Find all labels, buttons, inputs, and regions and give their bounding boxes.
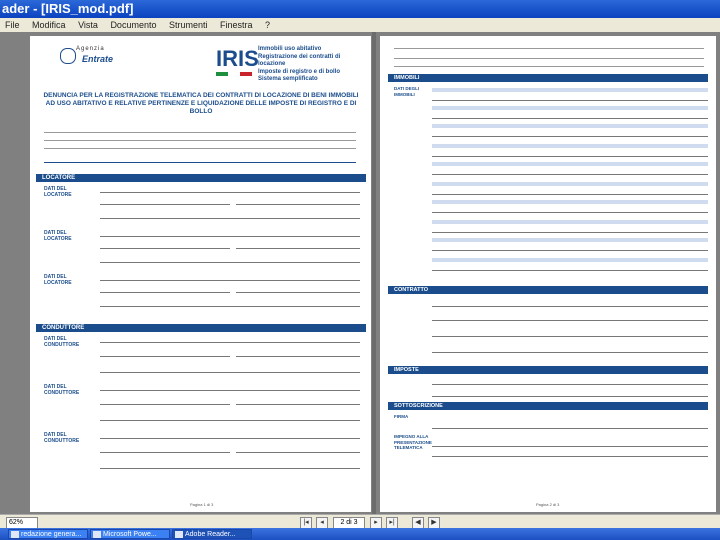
form-field[interactable] bbox=[236, 352, 360, 357]
group-conduttore-2: DATI DEL CONDUTTORE bbox=[44, 384, 80, 396]
form-field[interactable] bbox=[432, 96, 708, 101]
back-icon[interactable]: ◀ bbox=[412, 517, 424, 529]
taskbar-item-3[interactable]: Adobe Reader... bbox=[172, 529, 252, 539]
table-band bbox=[432, 144, 708, 148]
page-indicator[interactable]: 2 di 3 bbox=[333, 517, 365, 529]
section-conduttore: CONDUTTORE bbox=[36, 324, 366, 332]
form-field[interactable] bbox=[100, 244, 230, 249]
table-band bbox=[432, 106, 708, 110]
app-icon bbox=[11, 531, 19, 539]
app-icon bbox=[93, 531, 101, 539]
iris-description: Immobili uso abitativo Registrazione dei contratti di locazione Imposte di registro e di bollo Sistema semplificato bbox=[258, 46, 341, 82]
group-impegno: IMPEGNO ALLA PRESENTAZIONE TELEMATICA bbox=[394, 434, 432, 450]
menu-vista[interactable]: Vista bbox=[78, 20, 98, 30]
divider bbox=[44, 162, 356, 163]
form-field[interactable] bbox=[100, 338, 360, 343]
group-locatore-2: DATI DEL LOCATORE bbox=[44, 230, 72, 242]
first-page-icon[interactable]: |◂ bbox=[300, 517, 312, 529]
form-field[interactable] bbox=[100, 276, 360, 281]
logo-entrate-text: Entrate bbox=[82, 54, 114, 64]
form-field[interactable] bbox=[100, 368, 360, 373]
window-title: ader - [IRIS_mod.pdf] bbox=[0, 0, 720, 18]
menu-help[interactable]: ? bbox=[265, 20, 271, 30]
menu-strumenti[interactable]: Strumenti bbox=[168, 20, 208, 30]
form-field[interactable] bbox=[100, 448, 230, 453]
form-field[interactable] bbox=[236, 448, 360, 453]
app-icon bbox=[175, 531, 183, 539]
section-imposte: IMPOSTE bbox=[388, 366, 708, 374]
form-field[interactable] bbox=[236, 288, 360, 293]
form-field[interactable] bbox=[100, 416, 360, 421]
forward-icon[interactable]: ▶ bbox=[428, 517, 440, 529]
divider bbox=[394, 66, 704, 67]
section-immobili: IMMOBILI bbox=[388, 74, 708, 82]
form-field[interactable] bbox=[432, 316, 708, 321]
form-field[interactable] bbox=[100, 400, 230, 405]
form-field[interactable] bbox=[432, 228, 708, 233]
divider bbox=[44, 140, 356, 141]
document-pane[interactable] bbox=[0, 32, 720, 514]
taskbar bbox=[0, 528, 720, 540]
form-field[interactable] bbox=[100, 386, 360, 391]
form-field[interactable] bbox=[432, 392, 708, 397]
table-band bbox=[432, 162, 708, 166]
status-bar bbox=[0, 514, 720, 529]
form-field[interactable] bbox=[432, 302, 708, 307]
table-band bbox=[432, 124, 708, 128]
taskbar-item-2[interactable]: Microsoft Powe... bbox=[90, 529, 170, 539]
table-band bbox=[432, 238, 708, 242]
pdf-page-2 bbox=[380, 36, 716, 512]
next-page-icon[interactable]: ▸ bbox=[370, 517, 382, 529]
table-band bbox=[432, 182, 708, 186]
menu-finestra[interactable]: Finestra bbox=[220, 20, 253, 30]
form-field[interactable] bbox=[100, 302, 360, 307]
form-field[interactable] bbox=[100, 214, 360, 219]
iris-logo: IRIS bbox=[216, 46, 259, 71]
table-band bbox=[432, 220, 708, 224]
divider bbox=[394, 48, 704, 49]
page-footer: Pagina 2 di 3 bbox=[536, 502, 560, 507]
last-page-icon[interactable]: ▸| bbox=[386, 517, 398, 529]
form-field[interactable] bbox=[100, 288, 230, 293]
prev-page-icon[interactable]: ◂ bbox=[316, 517, 328, 529]
table-band bbox=[432, 88, 708, 92]
form-field[interactable] bbox=[100, 352, 230, 357]
form-field[interactable] bbox=[432, 152, 708, 157]
form-field[interactable] bbox=[432, 332, 708, 337]
form-field[interactable] bbox=[432, 190, 708, 195]
group-immobili: DATI DEGLI IMMOBILI bbox=[394, 86, 420, 97]
form-field[interactable] bbox=[432, 208, 708, 213]
emblem-icon bbox=[60, 48, 76, 64]
group-locatore-1: DATI DEL LOCATORE bbox=[44, 186, 72, 198]
taskbar-item-1[interactable]: redazione genera... bbox=[8, 529, 88, 539]
section-contratto: CONTRATTO bbox=[388, 286, 708, 294]
group-locatore-3: DATI DEL LOCATORE bbox=[44, 274, 72, 286]
form-field[interactable] bbox=[432, 442, 708, 447]
menu-documento[interactable]: Documento bbox=[110, 20, 157, 30]
form-field[interactable] bbox=[100, 464, 360, 469]
page-separator bbox=[372, 32, 376, 514]
form-field[interactable] bbox=[432, 266, 708, 271]
section-sottoscrizione: SOTTOSCRIZIONE bbox=[388, 402, 708, 410]
menu-modifica[interactable]: Modifica bbox=[32, 20, 66, 30]
form-field[interactable] bbox=[432, 114, 708, 119]
form-field[interactable] bbox=[100, 434, 360, 439]
section-locatore: LOCATORE bbox=[36, 174, 366, 182]
group-conduttore-1: DATI DEL CONDUTTORE bbox=[44, 336, 80, 348]
form-field[interactable] bbox=[236, 244, 360, 249]
form-field[interactable] bbox=[432, 246, 708, 251]
form-field[interactable] bbox=[236, 400, 360, 405]
form-field[interactable] bbox=[432, 132, 708, 137]
page-footer: Pagina 1 di 3 bbox=[190, 502, 214, 507]
table-band bbox=[432, 258, 708, 262]
form-field[interactable] bbox=[432, 452, 708, 457]
divider bbox=[44, 148, 356, 149]
form-field[interactable] bbox=[236, 200, 360, 205]
logo-agenzia-text: Agenzia bbox=[76, 46, 105, 52]
form-field[interactable] bbox=[100, 258, 360, 263]
agenzia-entrate-logo bbox=[52, 46, 132, 70]
signature-field[interactable] bbox=[432, 424, 708, 429]
zoom-level[interactable]: 62% bbox=[6, 517, 38, 529]
group-conduttore-3: DATI DEL CONDUTTORE bbox=[44, 432, 80, 444]
form-field[interactable] bbox=[100, 232, 360, 237]
form-field[interactable] bbox=[100, 200, 230, 205]
iris-flag-bar bbox=[216, 72, 252, 76]
group-firma: FIRMA bbox=[394, 414, 409, 419]
pdf-page-1 bbox=[30, 36, 371, 512]
form-field[interactable] bbox=[432, 348, 708, 353]
form-field[interactable] bbox=[432, 170, 708, 175]
menu-bar bbox=[0, 18, 720, 32]
divider bbox=[44, 132, 356, 133]
menu-file[interactable]: File bbox=[5, 20, 20, 30]
form-field[interactable] bbox=[100, 188, 360, 193]
divider bbox=[394, 58, 704, 59]
form-title: DENUNCIA PER LA REGISTRAZIONE TELEMATICA DEI CONTRATTI DI LOCAZIONE DI BENI IMMOBILI AD USO ABITATIVO E RELATIVE PERTINENZE E LIQUIDAZIONE DELLE IMPOSTE DI REGISTRO E DI BOLLO bbox=[43, 92, 359, 115]
table-band bbox=[432, 200, 708, 204]
form-field[interactable] bbox=[432, 380, 708, 385]
